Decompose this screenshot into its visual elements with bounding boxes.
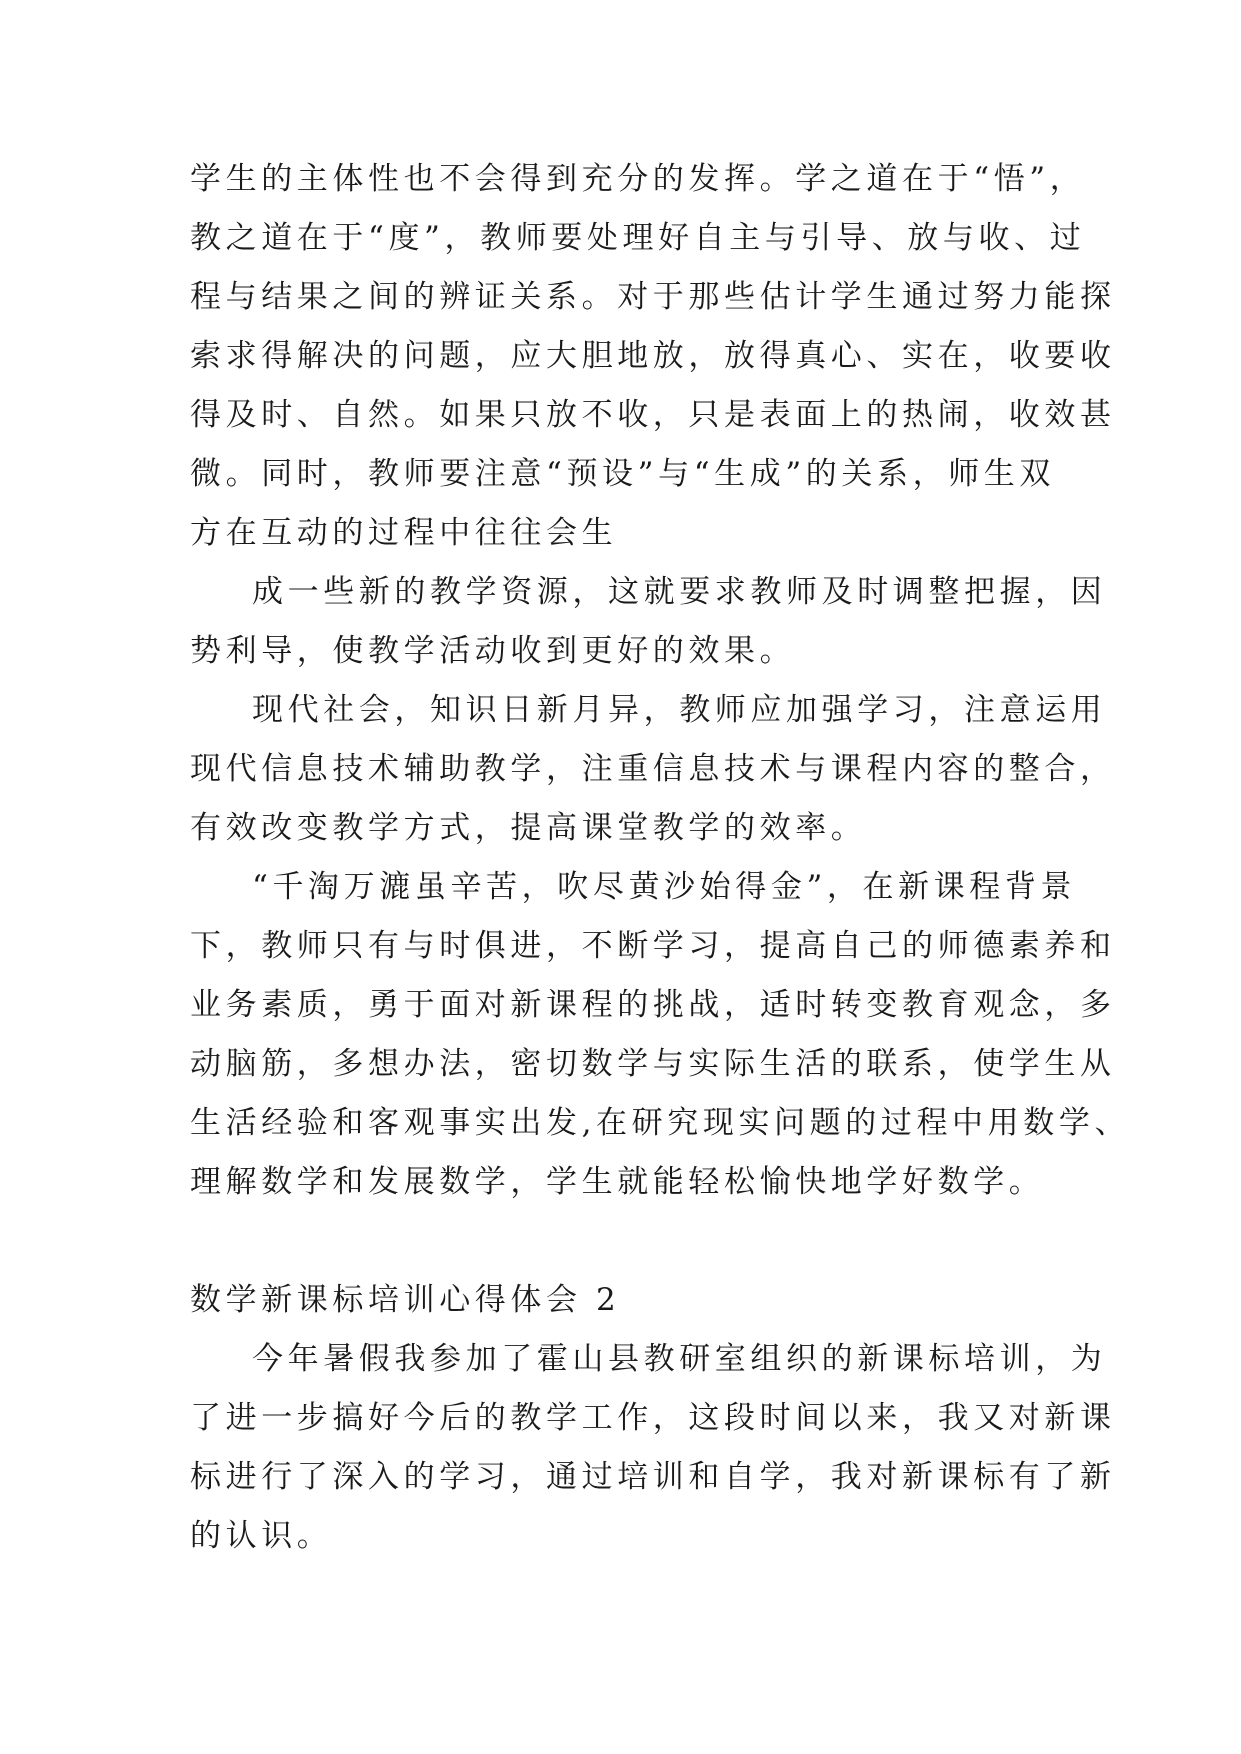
text-line: 成一些新的教学资源，这就要求教师及时调整把握，因 xyxy=(252,574,1107,610)
text-line: 的认识。 xyxy=(190,1518,333,1554)
paragraph-2 xyxy=(190,563,1107,681)
text-line: 方在互动的过程中往往会生 xyxy=(190,515,618,551)
text-line: 有效改变教学方式，提高课堂教学的效率。 xyxy=(190,810,867,846)
text-line: 得及时、自然。如果只放不收，只是表面上的热闹，收效甚 xyxy=(190,397,1116,433)
text-line: 程与结果之间的辨证关系。对于那些估计学生通过努力能探 xyxy=(190,279,1116,315)
text-line: 标进行了深入的学习，通过培训和自学，我对新课标有了新 xyxy=(190,1459,1116,1495)
text-line: 今年暑假我参加了霍山县教研室组织的新课标培训，为 xyxy=(252,1341,1107,1377)
text-line: 生活经验和客观事实出发,在研究现实问题的过程中用数学、 xyxy=(190,1105,1131,1141)
text-line: 现代信息技术辅助教学，注重信息技术与课程内容的整合， xyxy=(190,751,1116,787)
text-line: 学生的主体性也不会得到充分的发挥。学之道在于“悟”， xyxy=(190,161,1086,197)
text-line: 了进一步搞好今后的教学工作，这段时间以来，我又对新课 xyxy=(190,1400,1116,1436)
text-line: 微。同时，教师要注意“预设”与“生成”的关系，师生双 xyxy=(190,456,1055,492)
text-line: 教之道在于“度”，教师要处理好自主与引导、放与收、过 xyxy=(190,220,1086,256)
document-body xyxy=(190,150,1131,1566)
text-line: 理解数学和发展数学，学生就能轻松愉快地学好数学。 xyxy=(190,1164,1045,1200)
text-line: “千淘万漉虽辛苦，吹尽黄沙始得金”，在新课程背景 xyxy=(252,869,1077,905)
text-line: 动脑筋，多想办法，密切数学与实际生活的联系，使学生从 xyxy=(190,1046,1116,1082)
text-line: 现代社会，知识日新月异，教师应加强学习，注意运用 xyxy=(252,692,1107,728)
paragraph-1 xyxy=(190,150,1116,563)
text-line: 下，教师只有与时俱进，不断学习，提高自己的师德素养和 xyxy=(190,928,1116,964)
text-line: 索求得解决的问题，应大胆地放，放得真心、实在，收要收 xyxy=(190,338,1116,374)
paragraph-3 xyxy=(190,681,1116,858)
section-heading: 数学新课标培训心得体会 2 xyxy=(190,1282,621,1318)
text-line: 势利导，使教学活动收到更好的效果。 xyxy=(190,633,796,669)
paragraph-4 xyxy=(190,858,1131,1212)
paragraph-5 xyxy=(190,1330,1116,1566)
text-line: 业务素质，勇于面对新课程的挑战，适时转变教育观念，多 xyxy=(190,987,1116,1023)
